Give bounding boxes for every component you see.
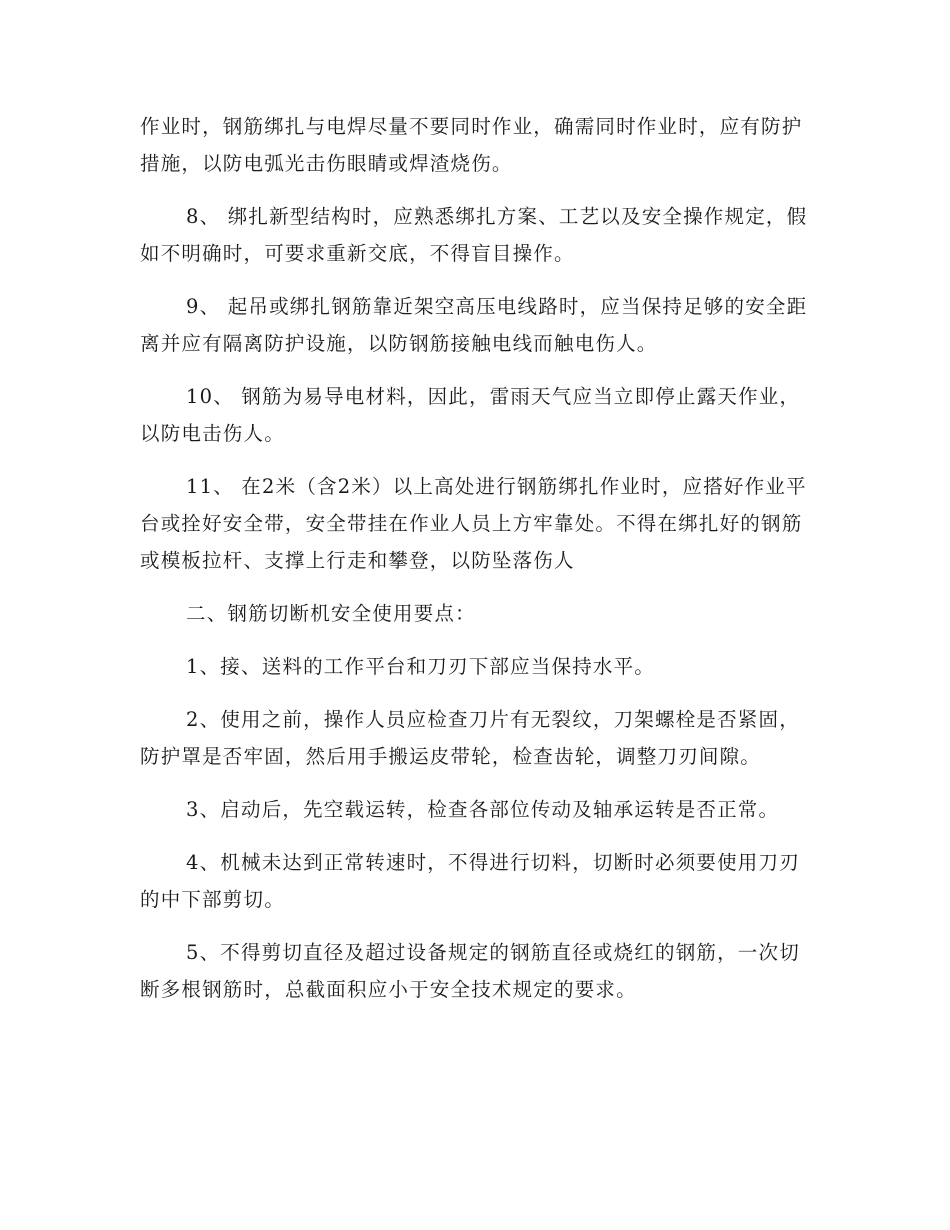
paragraph-item-9: 9、 起吊或绑扎钢筋靠近架空高压电线路时，应当保持足够的安全距离并应有隔离防护设施，以防钢筋接触电线而触电伤人。 xyxy=(140,295,808,355)
paragraph-item-3: 3、启动后，先空载运转，检查各部位传动及轴承运转是否正常。 xyxy=(186,798,780,821)
paragraph-item-4: 4、机械未达到正常转速时，不得进行切料，切断时必须要使用刀刃的中下部剪切。 xyxy=(140,851,800,911)
paragraph-item-1: 1、接、送料的工作平台和刀刃下部应当保持水平。 xyxy=(186,655,656,678)
paragraph-item-2: 2、使用之前，操作人员应检查刀片有无裂纹，刀架螺栓是否紧固，防护罩是否牢固，然后用手搬运皮带轮，检查齿轮，调整刀刃间隙。 xyxy=(140,708,800,768)
paragraph-item-8: 8、 绑扎新型结构时，应熟悉绑扎方案、工艺以及安全操作规定，假如不明确时，可要求重新交底，不得盲目操作。 xyxy=(140,205,808,265)
document-body xyxy=(140,108,810,1024)
paragraph-item-11: 11、 在2米（含2米）以上高处进行钢筋绑扎作业时，应搭好作业平台或拴好安全带，安全带挂在作业人员上方牢靠处。不得在绑扎好的钢筋或模板拉杆、支撑上行走和攀登，以防坠落伤人 xyxy=(140,475,807,572)
paragraph-item-5: 5、不得剪切直径及超过设备规定的钢筋直径或烧红的钢筋，一次切断多根钢筋时，总截面积应小于安全技术规定的要求。 xyxy=(140,941,800,1001)
paragraph-continuation: 作业时，钢筋绑扎与电焊尽量不要同时作业，确需同时作业时，应有防护措施，以防电弧光击伤眼睛或焊渣烧伤。 xyxy=(140,115,803,175)
paragraph-item-10: 10、 钢筋为易导电材料，因此，雷雨天气应当立即停止露天作业，以防电击伤人。 xyxy=(140,385,801,445)
section-heading: 二、钢筋切断机安全使用要点： xyxy=(186,602,476,625)
